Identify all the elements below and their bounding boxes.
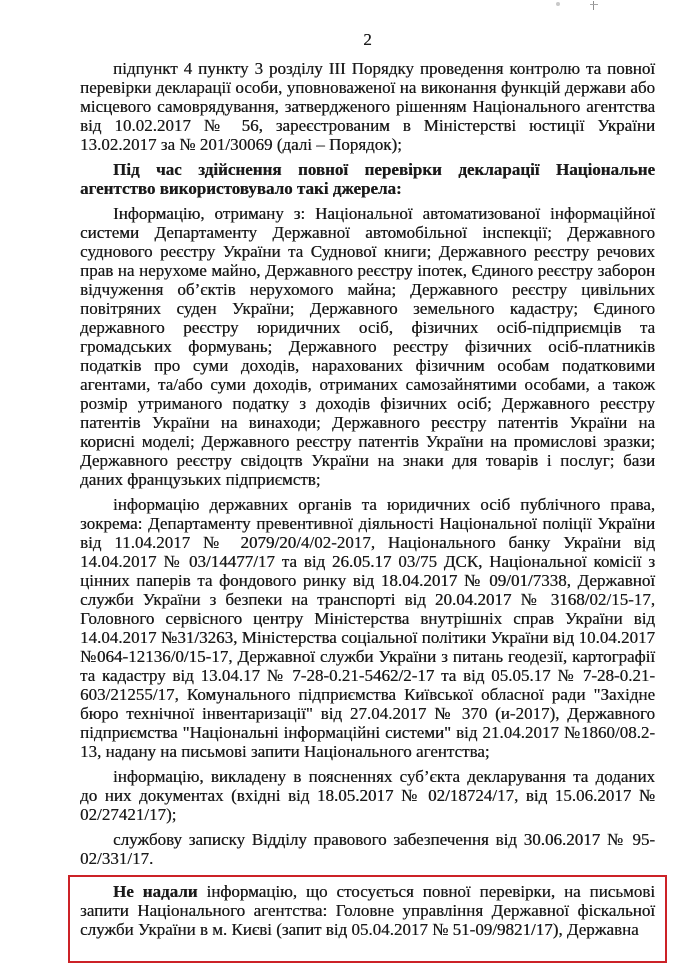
scan-artifact-dot [556, 2, 560, 6]
highlight-box [68, 875, 667, 963]
not-provided-bold-lead: Не надали [113, 882, 198, 901]
paragraph-sources-intro: Під час здійснення повної перевірки декларації Національне агентство використовувало такі джерела: [80, 160, 655, 198]
paragraph-registries: Інформацію, отриману з: Національної автоматизованої інформаційної системи Департаменту Державної автомобільної інспекції; Державного суднового реєстру України та Суднової книги; Державного реєстру речових прав на нерухоме майно, Державного реєстру іпотек, Єдиного реєстру заборон відчуження об’єктів нерухомого майна; Державного реєстру цивільних повітряних суден України; Державного земельного кадастру; Єдиного державного реєстру юридичних осіб, фізичних осіб-підприємців та громадських формувань; Державного реєстру фізичних осіб-платників податків про суми доходів, нарахованих фізичним особам податковими агентами, та/або суми доходів, отриманих самозайнятими особами, а також розмір утриманого податку з доходів фізичних осіб; Державного реєстру патентів України на винаходи; Державного реєстру патентів України на корисні моделі; Державного реєстру патентів України на промислові зразки; Державного реєстру свідоцтв України на знаки для товарів і послуг; бази даних французьких підприємств; [80, 204, 655, 489]
paragraph-state-bodies: інформацію державних органів та юридичних осіб публічного права, зокрема: Департаменту превентивної діяльності Національної поліції України від 11.04.2017 № 2079/20/4/02-2017, Національного банку України від 14.04.2017 № 03/14477/17 та від 26.05.17 03/75 ДСК, Національної комісії з цінних паперів та фондового ринку від 18.04.2017 № 09/01/7338, Державної служби України з безпеки на транспорті від 20.04.2017 № 3168/02/15-17, Головного сервісного центру Міністерства внутрішніх справ України від 14.04.2017 №31/3263, Міністерства соціальної політики України від 10.04.2017 №064-12136/0/15-17, Державної служби України з питань геодезії, картографії та кадастру від 13.04.17 № 7-28-0.21-5462/2-17 та від 05.05.17 № 7-28-0.21-603/21255/17, Комунального підприємства Київської обласної ради "Західне бюро технічної інвентаризації" від 27.04.2017 № 370 (и-2017), Державного підприємства "Національні інформаційні системи" від 21.04.2017 №1860/08.2-13, надану на письмові запити Національного агентства; [80, 495, 655, 761]
paragraph-not-provided [80, 882, 655, 939]
not-provided-text: інформацію, що стосується повної перевірки, на письмові запити Національного агентства: Головне управління Державної фіскальної служби України в м. Києві (запит від 05.04.2017 № 51-09/9821/17), Державна [80, 882, 655, 939]
paragraph-legal-memo: службову записку Відділу правового забезпечення від 30.06.2017 № 95-02/331/17. [80, 830, 655, 868]
page-number: 2 [363, 30, 372, 49]
scan-artifact-cross [590, 1, 598, 10]
paragraph-subitem-procedure: підпункт 4 пункту 3 розділу III Порядку проведення контролю та повної перевірки декларації особи, уповноваженої на виконання функцій держави або місцевого самоврядування, затвердженого рішенням Національного агентства від 10.02.2017 № 56, зареєстрованим в Міністерстві юстиції України 13.02.2017 за № 201/30069 (далі – Порядок); [80, 59, 655, 154]
document-page [80, 30, 655, 963]
paragraph-declarant-explanations: інформацію, викладену в поясненнях суб’єкта декларування та доданих до них документах (вхідні від 18.05.2017 № 02/18724/17, від 15.06.2017 № 02/27421/17); [80, 767, 655, 824]
